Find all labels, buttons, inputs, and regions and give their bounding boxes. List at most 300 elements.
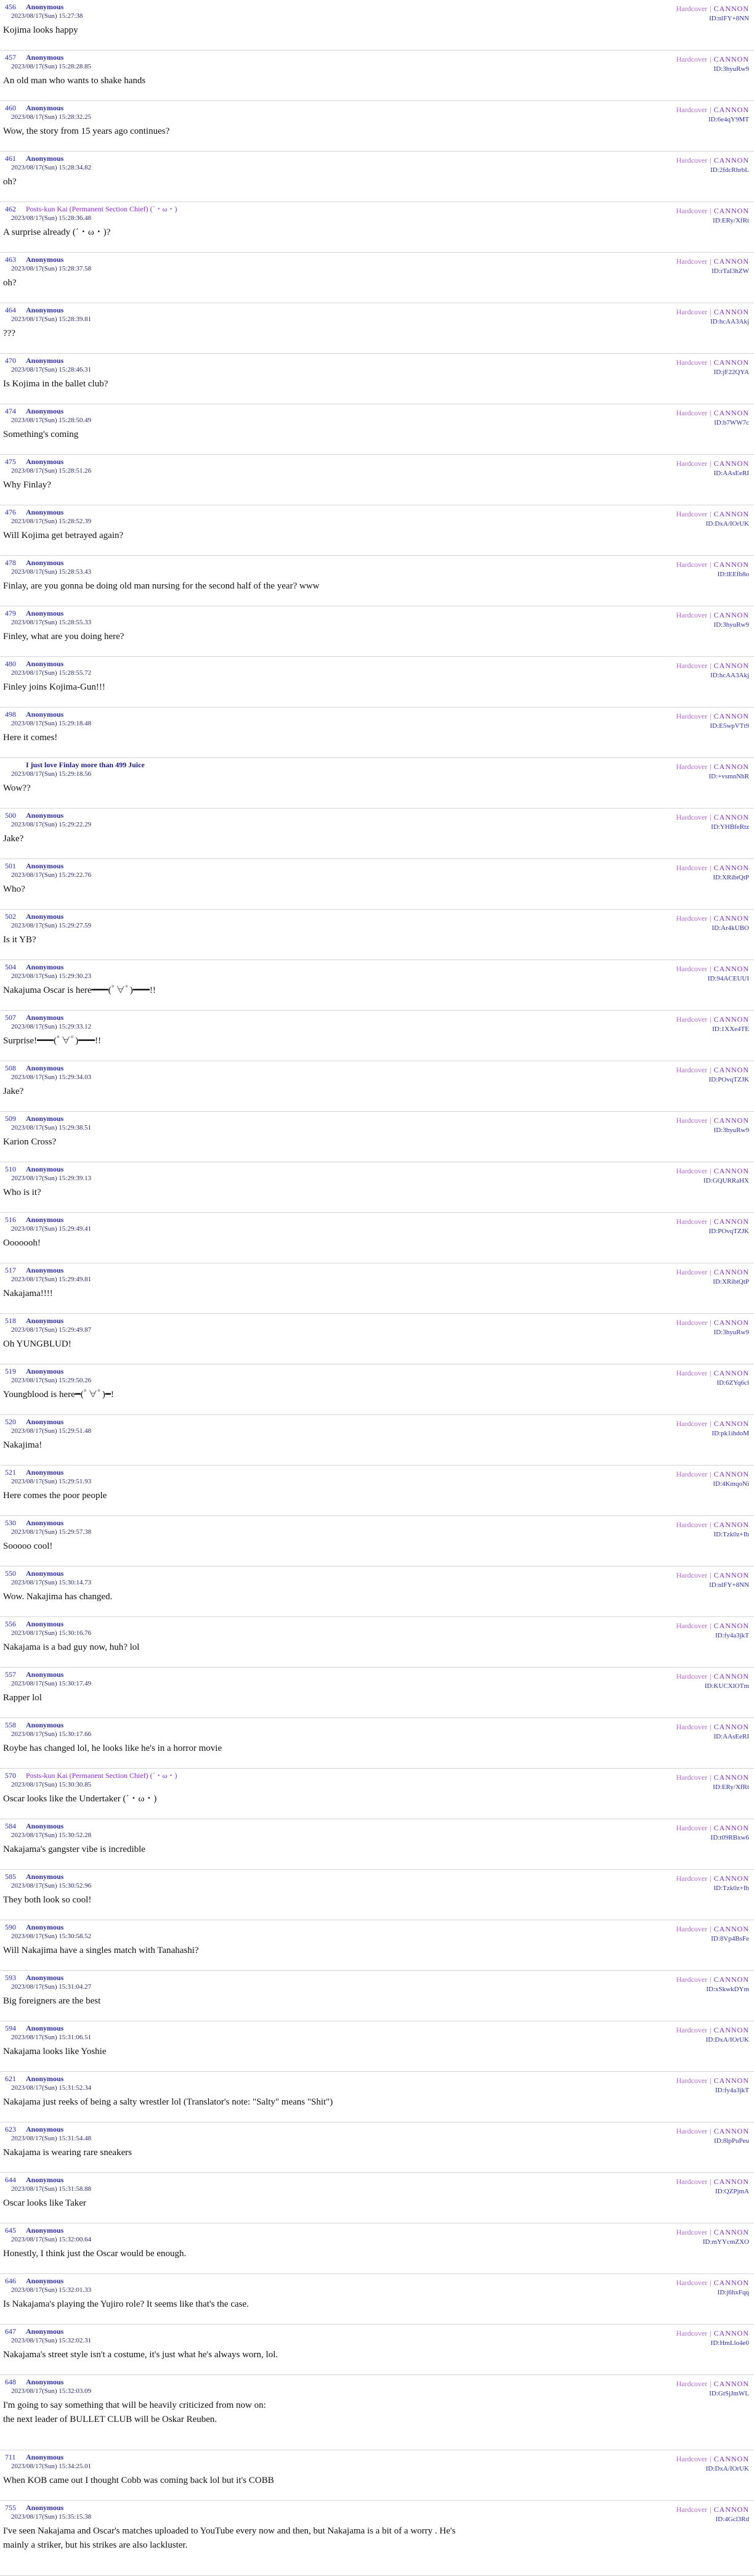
badge-separator: | bbox=[710, 55, 711, 63]
poster-id[interactable]: ID:XRibtQtP bbox=[713, 874, 749, 881]
post-header bbox=[5, 558, 63, 567]
post-meta-right bbox=[676, 1722, 749, 1742]
badge-separator: | bbox=[710, 308, 711, 316]
cannon-badge: CANNON bbox=[713, 308, 749, 316]
post-date: 2023/08/17(Sun) 15:29:39.13 bbox=[11, 1175, 92, 1182]
cannon-badge: CANNON bbox=[713, 1015, 749, 1024]
poster-name: Anonymous bbox=[26, 1367, 64, 1376]
badge-separator: | bbox=[710, 156, 711, 165]
post-body: Rapper lol bbox=[3, 1693, 42, 1703]
cannon-badge: CANNON bbox=[713, 4, 749, 13]
post-date: 2023/08/17(Sun) 15:29:38.51 bbox=[11, 1124, 92, 1131]
post-date: 2023/08/17(Sun) 15:29:18.48 bbox=[11, 720, 92, 727]
badge-separator: | bbox=[710, 863, 711, 872]
post-body: Something's coming bbox=[3, 430, 79, 439]
post-number[interactable]: 648 bbox=[5, 2378, 16, 2386]
poster-id[interactable]: ID:nlFY+8NN bbox=[709, 15, 749, 22]
poster-name: Anonymous bbox=[26, 104, 64, 112]
post-item bbox=[0, 202, 754, 253]
poster-id[interactable]: ID:GQURRaHX bbox=[703, 1177, 749, 1184]
poster-name: Anonymous bbox=[26, 2226, 64, 2235]
poster-id[interactable]: ID:jF22QYA bbox=[713, 369, 749, 376]
post-meta-right bbox=[676, 2126, 749, 2146]
hardcover-badge: Hardcover bbox=[676, 1167, 708, 1175]
post-date: 2023/08/17(Sun) 15:29:49.41 bbox=[11, 1225, 92, 1233]
post-header bbox=[5, 1569, 63, 1578]
hardcover-badge: Hardcover bbox=[676, 2228, 708, 2236]
post-number[interactable]: 456 bbox=[5, 2, 16, 11]
post-meta-right bbox=[676, 2177, 749, 2196]
post-number[interactable]: 593 bbox=[5, 1973, 16, 1982]
post-date: 2023/08/17(Sun) 15:29:51.93 bbox=[11, 1478, 92, 1485]
poster-id[interactable]: ID:ERy/XfRt bbox=[713, 217, 749, 224]
poster-id[interactable]: ID:+vsmnNhR bbox=[708, 773, 749, 780]
post-date: 2023/08/17(Sun) 15:28:51.26 bbox=[11, 467, 92, 475]
post-number[interactable]: 478 bbox=[5, 558, 16, 567]
post-body: When KOB came out I thought Cobb was coming back lol but it's COBB bbox=[3, 2476, 274, 2485]
badge-separator: | bbox=[710, 712, 711, 720]
poster-name: Anonymous bbox=[26, 2024, 64, 2032]
poster-id[interactable]: ID:ERy/XfRt bbox=[713, 1783, 749, 1791]
badge-separator: | bbox=[710, 510, 711, 518]
post-number[interactable]: 518 bbox=[5, 1316, 16, 1325]
post-header bbox=[5, 862, 63, 870]
post-number[interactable]: 510 bbox=[5, 1165, 16, 1173]
poster-id[interactable]: ID:HmLlo4e0 bbox=[710, 2339, 749, 2347]
poster-id[interactable]: ID:8Vp4BsFe bbox=[711, 1935, 749, 1942]
post-number[interactable]: 507 bbox=[5, 1013, 16, 1022]
poster-id[interactable]: ID:E5wpVTt9 bbox=[710, 722, 749, 730]
post-header bbox=[5, 1114, 63, 1123]
post-date: 2023/08/17(Sun) 15:28:36.48 bbox=[11, 214, 92, 222]
post-item bbox=[0, 1567, 754, 1617]
poster-name: Anonymous bbox=[26, 1316, 64, 1325]
hardcover-badge: Hardcover bbox=[676, 1116, 708, 1125]
poster-name: Anonymous bbox=[26, 508, 64, 516]
poster-name: Anonymous bbox=[26, 609, 64, 618]
poster-name: Anonymous bbox=[26, 2175, 64, 2184]
cannon-badge: CANNON bbox=[713, 1318, 749, 1327]
post-date: 2023/08/17(Sun) 15:32:01.33 bbox=[11, 2286, 92, 2294]
poster-id[interactable]: ID:DxA/IOrUK bbox=[705, 2036, 749, 2044]
post-header bbox=[5, 407, 63, 415]
post-number[interactable]: 590 bbox=[5, 1923, 16, 1931]
post-number[interactable]: 623 bbox=[5, 2125, 16, 2134]
post-date: 2023/08/17(Sun) 15:32:03.09 bbox=[11, 2387, 92, 2395]
poster-id[interactable]: ID:mYYcmZXO bbox=[702, 2238, 749, 2246]
post-date: 2023/08/17(Sun) 15:29:22.76 bbox=[11, 871, 92, 879]
post-number[interactable]: 558 bbox=[5, 1721, 16, 1729]
post-number[interactable]: 585 bbox=[5, 1872, 16, 1881]
hardcover-badge: Hardcover bbox=[676, 4, 708, 13]
post-body: ??? bbox=[3, 328, 15, 338]
cannon-badge: CANNON bbox=[713, 863, 749, 872]
badge-separator: | bbox=[710, 560, 711, 569]
badge-separator: | bbox=[710, 1369, 711, 1377]
badge-separator: | bbox=[710, 459, 711, 468]
post-item bbox=[0, 1314, 754, 1364]
post-body: Big foreigners are the best bbox=[3, 1996, 101, 2006]
badge-separator: | bbox=[710, 2076, 711, 2085]
cannon-badge: CANNON bbox=[713, 206, 749, 215]
cannon-badge: CANNON bbox=[713, 1116, 749, 1125]
badge-separator: | bbox=[710, 206, 711, 215]
post-item bbox=[0, 859, 754, 910]
poster-id[interactable]: ID:AAsEeRI bbox=[713, 470, 749, 477]
post-date: 2023/08/17(Sun) 15:29:18.56 bbox=[11, 770, 92, 778]
poster-name: Anonymous bbox=[26, 2503, 64, 2512]
post-item bbox=[0, 2325, 754, 2375]
post-body: Sooooo cool! bbox=[3, 1541, 53, 1551]
post-number[interactable]: 550 bbox=[5, 1569, 16, 1578]
post-number[interactable]: 457 bbox=[5, 53, 16, 62]
hardcover-badge: Hardcover bbox=[676, 308, 708, 316]
post-header bbox=[5, 508, 63, 516]
poster-id[interactable]: ID:YHBfeRtz bbox=[711, 823, 749, 831]
poster-id[interactable]: ID:3hyuRw9 bbox=[713, 65, 749, 73]
post-body: An old man who wants to shake hands bbox=[3, 76, 146, 86]
post-date: 2023/08/17(Sun) 15:32:02.31 bbox=[11, 2337, 92, 2344]
post-number[interactable]: 521 bbox=[5, 1468, 16, 1477]
post-date: 2023/08/17(Sun) 15:32:00.64 bbox=[11, 2236, 92, 2243]
post-meta-right bbox=[676, 560, 749, 579]
post-number[interactable]: 460 bbox=[5, 104, 16, 112]
poster-id[interactable]: ID:t09RBxw6 bbox=[710, 1834, 749, 1841]
cannon-badge: CANNON bbox=[713, 1824, 749, 1832]
badge-separator: | bbox=[710, 1318, 711, 1327]
post-number[interactable]: 508 bbox=[5, 1064, 16, 1072]
post-item bbox=[0, 556, 754, 606]
cannon-badge: CANNON bbox=[713, 257, 749, 266]
poster-name: Anonymous bbox=[26, 1266, 64, 1274]
post-header bbox=[5, 306, 63, 314]
post-meta-right bbox=[676, 661, 749, 680]
poster-name: Anonymous bbox=[26, 1064, 64, 1072]
post-body: Wow, the story from 15 years ago continues? bbox=[3, 126, 170, 136]
poster-id[interactable]: ID:lEEfb8o bbox=[717, 571, 749, 578]
poster-id[interactable]: ID:AAsEeRI bbox=[713, 1733, 749, 1740]
poster-id[interactable]: ID:KUCXlOTm bbox=[704, 1682, 749, 1690]
post-number[interactable]: 520 bbox=[5, 1417, 16, 1426]
post-date: 2023/08/17(Sun) 15:28:28.85 bbox=[11, 63, 92, 70]
post-date: 2023/08/17(Sun) 15:28:55.72 bbox=[11, 669, 92, 677]
post-header bbox=[5, 2453, 63, 2461]
poster-name: Anonymous bbox=[26, 53, 64, 62]
post-item bbox=[0, 2223, 754, 2274]
post-date: 2023/08/17(Sun) 15:27:38 bbox=[11, 12, 83, 20]
cannon-badge: CANNON bbox=[713, 2127, 749, 2135]
post-number[interactable]: 755 bbox=[5, 2503, 16, 2512]
poster-id[interactable]: ID:XRibtQtP bbox=[713, 1278, 749, 1286]
post-meta-right bbox=[676, 1368, 749, 1388]
post-item bbox=[0, 1213, 754, 1263]
post-header bbox=[5, 2276, 63, 2285]
post-body: Wow. Nakajima has changed. bbox=[3, 1592, 113, 1602]
post-number[interactable]: 646 bbox=[5, 2276, 16, 2285]
hardcover-badge: Hardcover bbox=[676, 661, 708, 670]
poster-id[interactable]: ID:Tzk0z+Ib bbox=[713, 1531, 749, 1538]
hardcover-badge: Hardcover bbox=[676, 611, 708, 619]
post-number[interactable]: 584 bbox=[5, 1822, 16, 1830]
post-number[interactable]: 462 bbox=[5, 205, 16, 213]
post-date: 2023/08/17(Sun) 15:28:39.81 bbox=[11, 316, 92, 323]
poster-id[interactable]: ID:fy4a3jkT bbox=[715, 2087, 749, 2094]
post-meta-right bbox=[676, 307, 749, 327]
hardcover-badge: Hardcover bbox=[676, 206, 708, 215]
post-meta-right bbox=[676, 357, 749, 377]
post-number[interactable]: 519 bbox=[5, 1367, 16, 1376]
post-number[interactable]: 645 bbox=[5, 2226, 16, 2235]
post-number[interactable]: 647 bbox=[5, 2327, 16, 2336]
post-header bbox=[5, 104, 63, 112]
badge-separator: | bbox=[710, 1722, 711, 1731]
post-meta-right bbox=[676, 1419, 749, 1438]
poster-id[interactable]: ID:hcAA3Akj bbox=[710, 318, 749, 325]
poster-id[interactable]: ID:nlFY+8NN bbox=[709, 1581, 749, 1589]
badge-separator: | bbox=[710, 2228, 711, 2236]
badge-separator: | bbox=[710, 2455, 711, 2463]
post-number[interactable]: 570 bbox=[5, 1771, 16, 1780]
poster-name: Anonymous bbox=[26, 1721, 64, 1729]
poster-id[interactable]: ID:xSkwkDYm bbox=[706, 1986, 749, 1993]
post-body: Roybe has changed lol, he looks like he's in a horror movie bbox=[3, 1743, 222, 1753]
post-body: Finley, what are you doing here? bbox=[3, 632, 124, 642]
post-item bbox=[0, 253, 754, 303]
post-number[interactable]: 498 bbox=[5, 710, 16, 719]
poster-name: Anonymous bbox=[26, 1417, 64, 1426]
post-meta-right bbox=[676, 1014, 749, 1034]
badge-separator: | bbox=[710, 914, 711, 923]
hardcover-badge: Hardcover bbox=[676, 914, 708, 923]
post-number[interactable]: 475 bbox=[5, 457, 16, 466]
poster-id[interactable]: ID:POvqTZJK bbox=[708, 1076, 749, 1083]
post-item bbox=[0, 1112, 754, 1162]
hardcover-badge: Hardcover bbox=[676, 2177, 708, 2186]
post-body: Jake? bbox=[3, 1086, 24, 1096]
post-item bbox=[0, 1819, 754, 1870]
post-date: 2023/08/17(Sun) 15:31:04.27 bbox=[11, 1983, 92, 1991]
poster-name: Anonymous bbox=[26, 255, 64, 264]
poster-id[interactable]: ID:GtSjJmWL bbox=[709, 2390, 749, 2397]
post-number[interactable]: 464 bbox=[5, 306, 16, 314]
post-header bbox=[5, 2125, 63, 2134]
post-number[interactable]: 711 bbox=[5, 2453, 16, 2461]
hardcover-badge: Hardcover bbox=[676, 863, 708, 872]
post-header bbox=[5, 963, 63, 971]
post-item bbox=[0, 101, 754, 152]
post-meta-right bbox=[676, 105, 749, 124]
cannon-badge: CANNON bbox=[713, 1167, 749, 1175]
post-item bbox=[0, 758, 754, 809]
post-item bbox=[0, 1011, 754, 1061]
post-meta-right bbox=[676, 4, 749, 23]
poster-id[interactable]: ID:6e4qY9MT bbox=[708, 116, 749, 123]
hardcover-badge: Hardcover bbox=[676, 964, 708, 973]
hardcover-badge: Hardcover bbox=[676, 2127, 708, 2135]
cannon-badge: CANNON bbox=[713, 560, 749, 569]
poster-id[interactable]: ID:2fdcRhrbL bbox=[710, 166, 749, 174]
post-number[interactable]: 594 bbox=[5, 2024, 16, 2032]
badge-separator: | bbox=[710, 1520, 711, 1529]
hardcover-badge: Hardcover bbox=[676, 1824, 708, 1832]
post-date: 2023/08/17(Sun) 15:30:14.73 bbox=[11, 1579, 92, 1586]
post-meta-right bbox=[676, 1166, 749, 1186]
poster-id[interactable]: ID:Ar4kUBO bbox=[711, 924, 749, 932]
post-date: 2023/08/17(Sun) 15:28:53.43 bbox=[11, 568, 92, 576]
hardcover-badge: Hardcover bbox=[676, 1874, 708, 1883]
post-number[interactable]: 479 bbox=[5, 609, 16, 618]
post-number[interactable]: 509 bbox=[5, 1114, 16, 1123]
post-header bbox=[5, 1417, 63, 1426]
cannon-badge: CANNON bbox=[713, 1773, 749, 1782]
post-item bbox=[0, 303, 754, 354]
poster-id[interactable]: ID:3hyuRw9 bbox=[713, 1127, 749, 1134]
post-meta-right bbox=[676, 1671, 749, 1691]
hardcover-badge: Hardcover bbox=[676, 2505, 708, 2514]
post-number[interactable]: 556 bbox=[5, 1620, 16, 1628]
hardcover-badge: Hardcover bbox=[676, 2455, 708, 2463]
post-header bbox=[5, 609, 63, 618]
post-number[interactable]: 501 bbox=[5, 862, 16, 870]
post-header bbox=[5, 811, 63, 820]
post-number[interactable]: 517 bbox=[5, 1266, 16, 1274]
badge-separator: | bbox=[710, 1066, 711, 1074]
post-number[interactable]: 463 bbox=[5, 255, 16, 264]
poster-name: Anonymous bbox=[26, 2378, 64, 2386]
post-number[interactable]: 621 bbox=[5, 2074, 16, 2083]
cannon-badge: CANNON bbox=[713, 1369, 749, 1377]
post-number[interactable]: 476 bbox=[5, 508, 16, 516]
post-header bbox=[5, 1367, 63, 1376]
poster-id[interactable]: ID:POvqTZJK bbox=[708, 1228, 749, 1235]
post-meta-right bbox=[676, 762, 749, 781]
post-number[interactable]: 516 bbox=[5, 1215, 16, 1224]
post-item bbox=[0, 1668, 754, 1718]
poster-name: Posts-kun Kai (Permanent Section Chief) (´・ω・) bbox=[26, 1771, 177, 1780]
post-number[interactable]: 474 bbox=[5, 407, 16, 415]
poster-id[interactable]: ID:b7WW7c bbox=[714, 419, 749, 426]
badge-separator: | bbox=[710, 661, 711, 670]
post-item bbox=[0, 1364, 754, 1415]
hardcover-badge: Hardcover bbox=[676, 1470, 708, 1478]
post-body: Honestly, I think just the Oscar would be enough. bbox=[3, 2249, 187, 2259]
post-body: Who? bbox=[3, 884, 25, 894]
poster-name: Anonymous bbox=[26, 2276, 64, 2285]
poster-id[interactable]: ID:4KmqoNi bbox=[713, 1480, 749, 1488]
post-date: 2023/08/17(Sun) 15:30:58.52 bbox=[11, 1933, 92, 1940]
badge-separator: | bbox=[710, 409, 711, 417]
poster-id[interactable]: ID:1XXe4TE bbox=[712, 1025, 749, 1033]
badge-separator: | bbox=[710, 1874, 711, 1883]
poster-id[interactable]: ID:94ACEUUI bbox=[707, 975, 749, 982]
post-date: 2023/08/17(Sun) 15:34:25.01 bbox=[11, 2463, 92, 2470]
post-number[interactable]: 504 bbox=[5, 963, 16, 971]
post-header bbox=[5, 1316, 63, 1325]
poster-id[interactable]: ID:6ZYq6cl bbox=[716, 1379, 749, 1387]
post-number[interactable]: 557 bbox=[5, 1670, 16, 1679]
post-item bbox=[0, 1162, 754, 1213]
hardcover-badge: Hardcover bbox=[676, 459, 708, 468]
post-date: 2023/08/17(Sun) 15:35:15.38 bbox=[11, 2513, 92, 2521]
post-item bbox=[0, 1465, 754, 1516]
poster-id[interactable]: ID:4Gcl3Rd bbox=[715, 2516, 749, 2523]
post-meta-right bbox=[676, 1772, 749, 1792]
poster-id[interactable]: ID:fy4a3jkT bbox=[715, 1632, 749, 1639]
poster-id[interactable]: ID:8lpPuPeu bbox=[714, 2137, 749, 2145]
poster-id[interactable]: ID:DxA/IOrUK bbox=[705, 520, 749, 528]
post-date: 2023/08/17(Sun) 15:28:50.49 bbox=[11, 417, 92, 424]
cannon-badge: CANNON bbox=[713, 1520, 749, 1529]
post-header bbox=[5, 2378, 63, 2386]
post-number[interactable]: 470 bbox=[5, 356, 16, 365]
post-date: 2023/08/17(Sun) 15:28:55.33 bbox=[11, 619, 92, 626]
post-header bbox=[5, 1822, 63, 1830]
poster-id[interactable]: ID:rTaI3hZW bbox=[711, 267, 749, 275]
hardcover-badge: Hardcover bbox=[676, 1419, 708, 1428]
post-meta-right bbox=[676, 2025, 749, 2045]
poster-id[interactable]: ID:pk1ihdoM bbox=[711, 1430, 749, 1437]
hardcover-badge: Hardcover bbox=[676, 762, 708, 771]
hardcover-badge: Hardcover bbox=[676, 1217, 708, 1226]
post-body: A surprise already (´・ω・)? bbox=[3, 227, 111, 237]
poster-id[interactable]: ID:QZPjmA bbox=[715, 2188, 749, 2195]
poster-name: Anonymous bbox=[26, 912, 64, 921]
post-meta-right bbox=[676, 2076, 749, 2095]
hardcover-badge: Hardcover bbox=[676, 358, 708, 367]
post-item bbox=[0, 505, 754, 556]
poster-id[interactable]: ID:DxA/IOrUK bbox=[705, 2465, 749, 2472]
post-number[interactable]: 530 bbox=[5, 1518, 16, 1527]
post-body: Why Finlay? bbox=[3, 480, 51, 490]
poster-name: Anonymous bbox=[26, 558, 64, 567]
post-number[interactable]: 644 bbox=[5, 2175, 16, 2184]
post-body: Nakajama's street style isn't a costume, it's just what he's always worn, lol. bbox=[3, 2350, 278, 2360]
post-header bbox=[5, 1670, 63, 1679]
post-body: Finley joins Kojima-Gun!!! bbox=[3, 682, 105, 692]
poster-id[interactable]: ID:hcAA3Akj bbox=[710, 672, 749, 679]
poster-id[interactable]: ID:3hyuRw9 bbox=[713, 621, 749, 629]
poster-id[interactable]: ID:j6hxFqq bbox=[717, 2289, 749, 2296]
cannon-badge: CANNON bbox=[713, 964, 749, 973]
poster-name: Anonymous bbox=[26, 407, 64, 415]
post-header bbox=[5, 1872, 63, 1881]
post-header bbox=[5, 1468, 63, 1477]
post-date: 2023/08/17(Sun) 15:29:50.26 bbox=[11, 1377, 92, 1384]
post-number[interactable]: 500 bbox=[5, 811, 16, 820]
post-item bbox=[0, 51, 754, 101]
badge-separator: | bbox=[710, 1268, 711, 1276]
post-meta-right bbox=[676, 610, 749, 630]
post-meta-right bbox=[676, 863, 749, 882]
poster-id[interactable]: ID:3hyuRw9 bbox=[713, 1329, 749, 1336]
post-number[interactable]: 461 bbox=[5, 154, 16, 163]
poster-name: Anonymous bbox=[26, 1165, 64, 1173]
badge-separator: | bbox=[710, 1773, 711, 1782]
post-number[interactable]: 502 bbox=[5, 912, 16, 921]
post-date: 2023/08/17(Sun) 15:29:22.29 bbox=[11, 821, 92, 828]
post-number[interactable]: 480 bbox=[5, 659, 16, 668]
post-body: Nakajama's gangster vibe is incredible bbox=[3, 1844, 145, 1854]
post-header bbox=[5, 1620, 63, 1628]
badge-separator: | bbox=[710, 1015, 711, 1024]
post-item bbox=[0, 2274, 754, 2325]
post-header bbox=[5, 1973, 63, 1982]
badge-separator: | bbox=[710, 1419, 711, 1428]
post-meta-right bbox=[676, 1570, 749, 1590]
cannon-badge: CANNON bbox=[713, 2505, 749, 2514]
poster-id[interactable]: ID:Tzk0z+Ib bbox=[713, 1885, 749, 1892]
post-body: Wow?? bbox=[3, 783, 31, 793]
